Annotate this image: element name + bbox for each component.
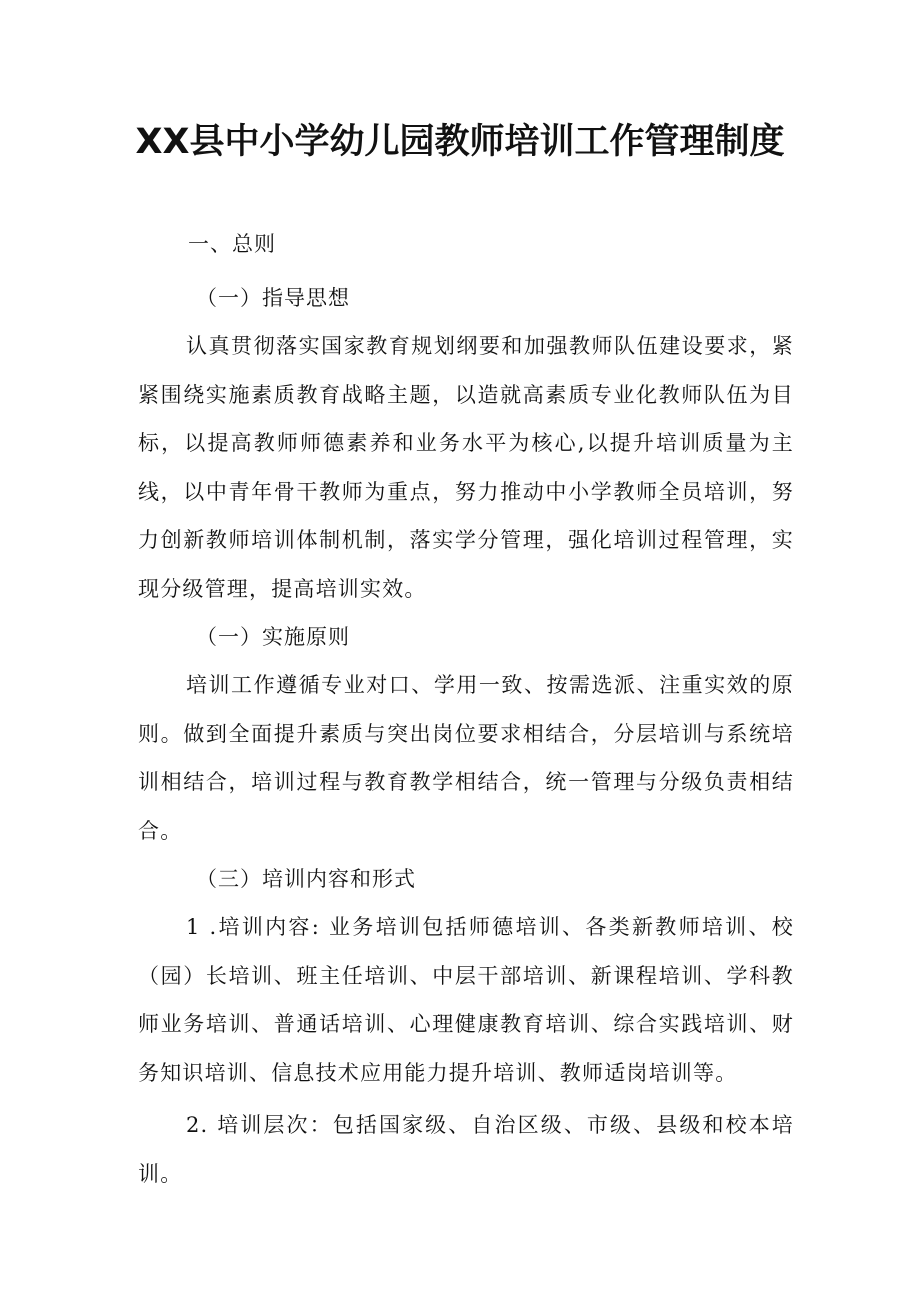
subsection-heading-principles: （一）实施原则: [196, 625, 350, 649]
paragraph-training-content: 1 .培训内容: 业务培训包括师德培训、各类新教师培训、校（园）长培训、班主任培训、中层干部培训、新课程培训、学科教师业务培训、普通话培训、心理健康教育培训、综合实践培训、财务知识培训、信息技术应用能力提升培训、教师适岗培训等。: [138, 915, 794, 1085]
paragraph-guiding-ideology: 认真贯彻落实国家教育规划纲要和加强教师队伍建设要求，紧紧围绕实施素质教育战略主题，以造就高素质专业化教师队伍为目标，以提高教师师德素养和业务水平为核心,以提升培训质量为主线，以中青年骨干教师为重点，努力推动中小学教师全员培训，努力创新教师培训体制机制，落实学分管理，强化培训过程管理，实现分级管理，提高培训实效。: [138, 334, 794, 601]
subsection-heading-content-and-form: （三）培训内容和形式: [196, 867, 416, 891]
paragraph-principles: 培训工作遵循专业对口、学用一致、按需选派、注重实效的原则。做到全面提升素质与突出岗位要求相结合，分层培训与系统培训相结合，培训过程与教育教学相结合，统一管理与分级负责相结合。: [138, 673, 794, 843]
paragraph-training-levels: 2. 培训层次：包括国家级、自治区级、市级、县级和校本培训。: [138, 1113, 794, 1186]
document-title: XX县中小学幼儿园教师培训工作管理制度: [135, 122, 785, 162]
subsection-heading-guiding-ideology: （一）指导思想: [196, 286, 350, 310]
document-body: [138, 220, 794, 1198]
section-heading-general: 一、总则: [188, 232, 276, 256]
